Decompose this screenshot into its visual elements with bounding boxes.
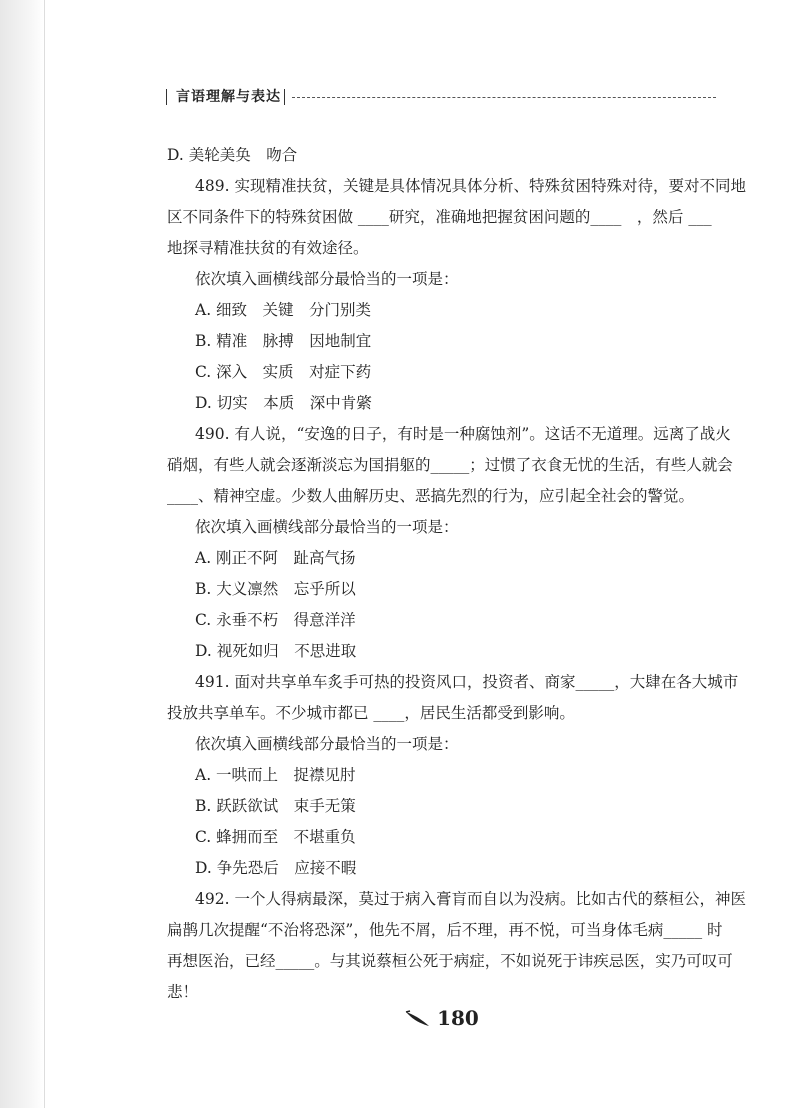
text-line: 491. 面对共享单车炙手可热的投资风口，投资者、商家_____，大肆在各大城市 xyxy=(195,673,739,691)
text-line: D. 切实 本质 深中肯綮 xyxy=(195,394,372,412)
quill-icon xyxy=(404,1008,430,1028)
header-right-bar xyxy=(284,89,285,105)
text-line: B. 精准 脉搏 因地制宜 xyxy=(195,332,372,350)
text-line: 扁鹊几次提醒“不治将恐深”，他先不屑，后不理，再不悦，可当身体毛病_____ 时 xyxy=(167,921,723,939)
text-line: 490. 有人说，“安逸的日子，有时是一种腐蚀剂”。这话不无道理。远离了战火 xyxy=(195,425,731,443)
text-line: ____、精神空虚。少数人曲解历史、恶搞先烈的行为，应引起全社会的警觉。 xyxy=(167,487,695,505)
text-line: A. 一哄而上 捉襟见肘 xyxy=(195,766,356,784)
text-line: 依次填入画横线部分最恰当的一项是： xyxy=(195,270,459,288)
text-line: 489. 实现精准扶贫，关键是具体情况具体分析、特殊贫困特殊对待，要对不同地 xyxy=(195,177,746,195)
text-line: D. 争先恐后 应接不暇 xyxy=(195,859,357,877)
text-line: D. 视死如归 不思进取 xyxy=(195,642,357,660)
text-line: A. 刚正不阿 趾高气扬 xyxy=(195,549,356,567)
text-line: C. 蜂拥而至 不堪重负 xyxy=(195,828,356,846)
text-line: D. 美轮美奂 吻合 xyxy=(167,146,298,164)
text-line: 区不同条件下的特殊贫困做 ____研究，准确地把握贫困问题的____ ，然后 ___ xyxy=(167,208,712,226)
page-body xyxy=(167,140,746,1008)
text-line: C. 深入 实质 对症下药 xyxy=(195,363,372,381)
text-line: 再想医治，已经_____。与其说蔡桓公死于病症，不如说死于讳疾忌医，实乃可叹可 xyxy=(167,952,733,970)
header-title: 言语理解与表达 xyxy=(176,89,281,105)
text-line: 依次填入画横线部分最恰当的一项是： xyxy=(195,735,459,753)
text-line: A. 细致 关键 分门别类 xyxy=(195,301,372,319)
header-left-bar xyxy=(166,89,167,105)
text-line: 投放共享单车。不少城市都已 ____，居民生活都受到影响。 xyxy=(167,704,575,722)
text-line: 硝烟，有些人就会逐渐淡忘为国捐躯的_____；过惯了衣食无忧的生活，有些人就会 xyxy=(167,456,733,474)
text-line: 依次填入画横线部分最恰当的一项是： xyxy=(195,518,459,536)
text-line: 悲！ xyxy=(167,983,199,1001)
header-rule xyxy=(292,97,716,98)
text-line: 地探寻精准扶贫的有效途径。 xyxy=(167,239,369,257)
spine-edge xyxy=(44,0,45,1108)
book-spine-shadow xyxy=(0,0,44,1108)
text-line: B. 跃跃欲试 束手无策 xyxy=(195,797,356,815)
running-header xyxy=(166,86,726,108)
text-line: 492. 一个人得病最深，莫过于病入膏肓而自以为没病。比如古代的蔡桓公，神医 xyxy=(195,890,746,908)
text-line: C. 永垂不朽 得意洋洋 xyxy=(195,611,356,629)
page-number: 180 xyxy=(437,1006,479,1030)
text-line: B. 大义凛然 忘乎所以 xyxy=(195,580,356,598)
page-footer xyxy=(404,1006,479,1036)
